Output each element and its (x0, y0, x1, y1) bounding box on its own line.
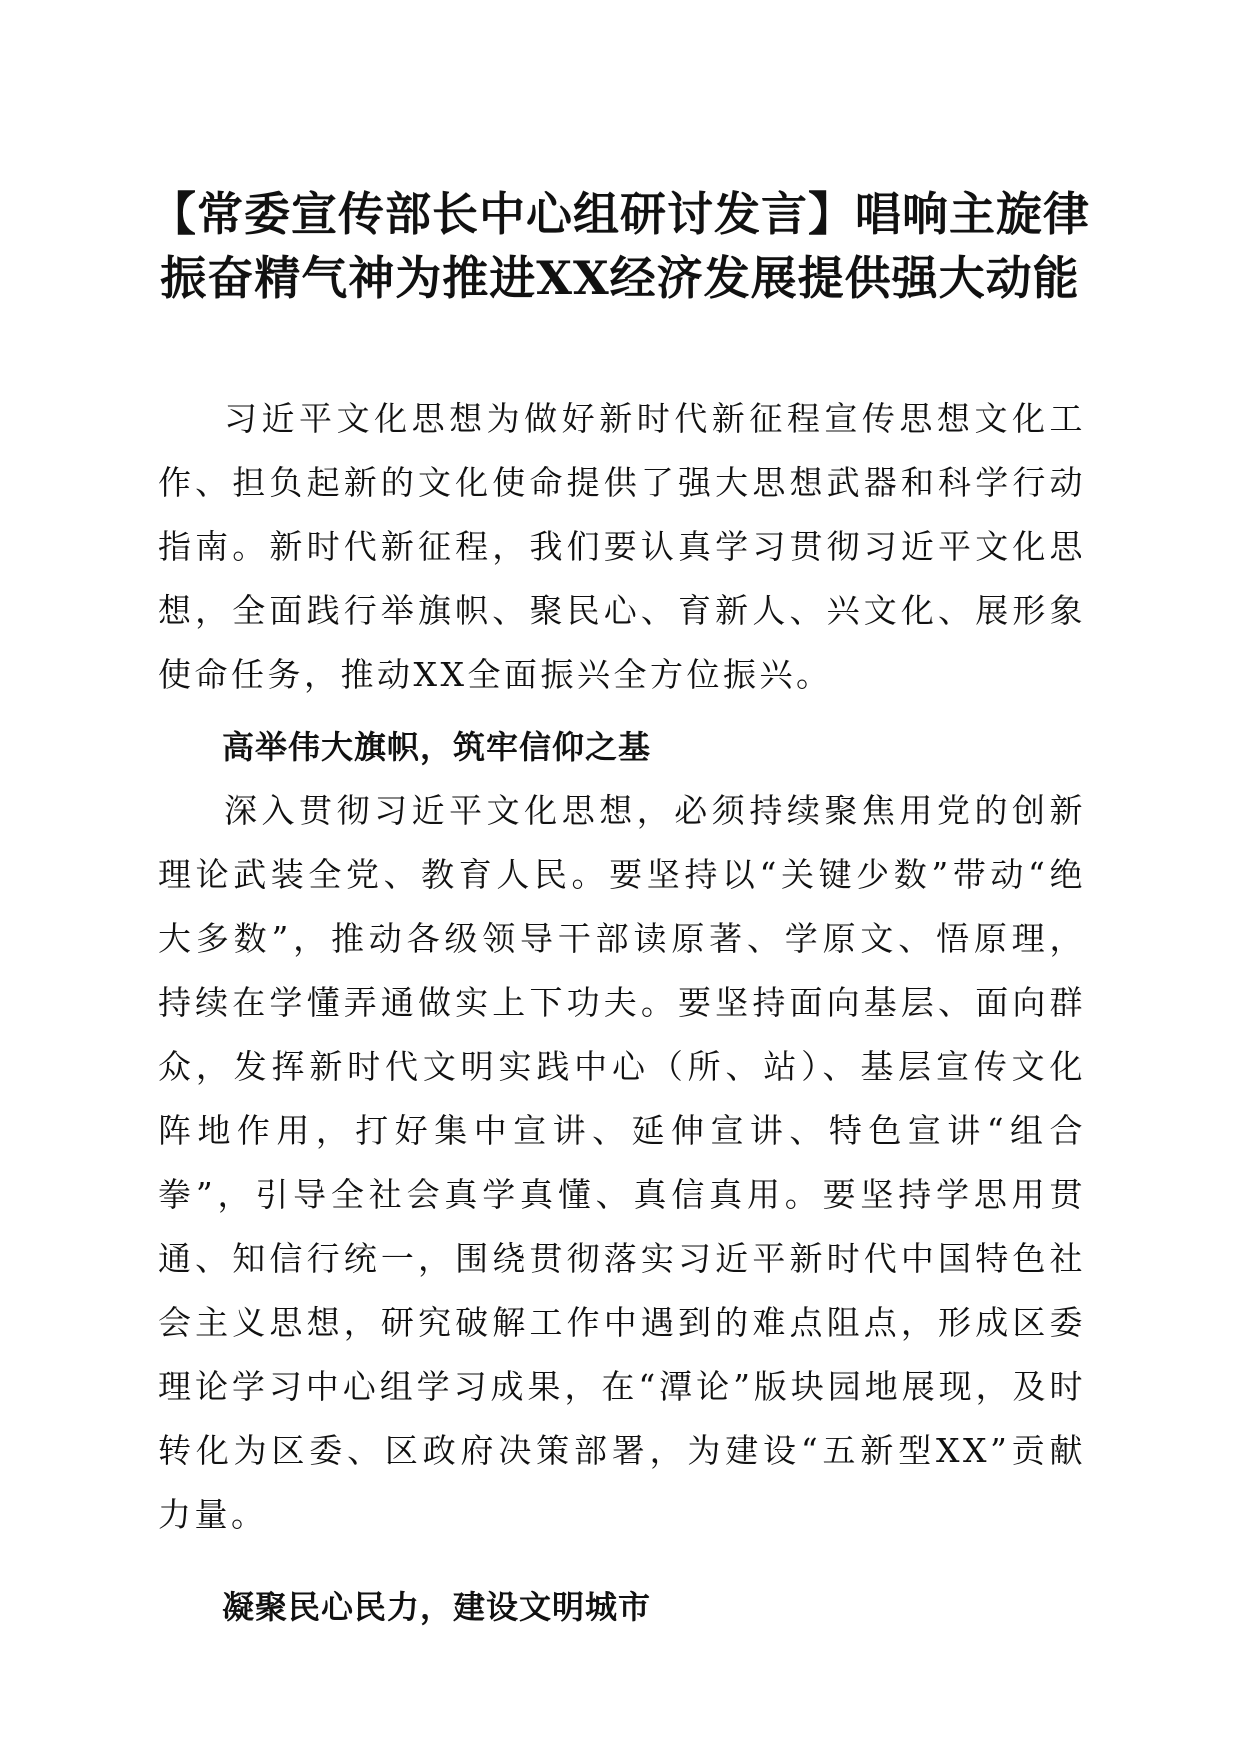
section-heading-2: 凝聚民心民力，建设文明城市 (222, 1588, 652, 1626)
section-heading-1: 高举伟大旗帜，筑牢信仰之基 (222, 728, 652, 766)
title-line-1: 【常委宣传部长中心组研讨发言】唱响主旋律 (150, 187, 1090, 241)
title-line-2: 振奋精气神为推进XX经济发展提供强大动能 (160, 251, 1080, 305)
document-body (158, 387, 1086, 1639)
section-paragraph-1: 深入贯彻习近平文化思想，必须持续聚焦用党的创新理论武装全党、教育人民。要坚持以“关键少数”带动“绝大多数”，推动各级领导干部读原著、学原文、悟原理，持续在学懂弄通做实上下功夫。要坚持面向基层、面向群众，发挥新时代文明实践中心（所、站）、基层宣传文化阵地作用，打好集中宣讲、延伸宣讲、特色宣讲“组合拳”，引导全社会真学真懂、真信真用。要坚持学思用贯通、知信行统一，围绕贯彻落实习近平新时代中国特色社会主义思想，研究破解工作中遇到的难点阻点，形成区委理论学习中心组学习成果，在“潭论”版块园地展现，及时转化为区委、区政府决策部署，为建设“五新型XX”贡献力量。 (158, 791, 1086, 1534)
intro-paragraph: 习近平文化思想为做好新时代新征程宣传思想文化工作、担负起新的文化使命提供了强大思想武器和科学行动指南。新时代新征程，我们要认真学习贯彻习近平文化思想，全面践行举旗帜、聚民心、育新人、兴文化、展形象使命任务，推动XX全面振兴全方位振兴。 (158, 399, 1086, 694)
document-title (150, 182, 1090, 310)
